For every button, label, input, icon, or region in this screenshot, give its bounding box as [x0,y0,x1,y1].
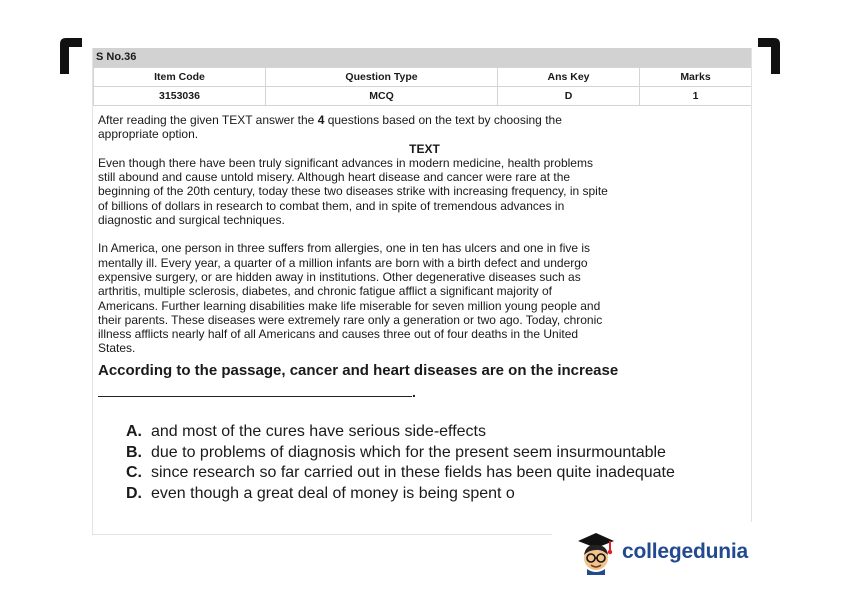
header-marks: Marks [640,68,752,87]
meta-header-row [94,68,752,87]
header-question-type: Question Type [266,68,498,87]
crop-corner-top-right [758,38,780,74]
value-ans-key: D [498,87,640,106]
question-stem: According to the passage, cancer and heart diseases are on the increase [98,361,619,379]
meta-value-row [94,87,752,106]
option-b[interactable] [126,443,751,464]
crop-corner-top-left [60,38,82,74]
option-text: since research so far carried out in these fields has been quite inadequate [151,464,675,482]
option-letter: B. [126,443,142,461]
option-letter: C. [126,464,142,482]
option-text: due to problems of diagnosis which for the present seem insurmountable [151,443,666,461]
value-item-code: 3153036 [94,87,266,106]
option-letter: A. [126,423,142,441]
question-content [93,106,751,504]
option-text: and most of the cures have serious side-effects [151,423,486,441]
serial-number: S No.36 [93,48,751,67]
answer-options [126,422,751,504]
passage-paragraph-1: Even though there have been truly significant advances in modern medicine, health problems still abound and cause untold misery. Although heart disease and cancer were rare at the beginning of the 20th century, today these two diseases strike with increasing frequency, in spite of billions of dollars in research to combat them, and in spite of tremendous advances in diagnostic and surgical techniques. [98,155,608,228]
option-c[interactable] [126,463,751,484]
question-card [92,48,752,535]
passage-paragraph-2: In America, one person in three suffers from allergies, one in ten has ulcers and one in five is mentally ill. Every year, a quarter of a million infants are born with a birth defect and undergo expensive surgery, or are hidden away in institutions. Other degenerative diseases such as arthritis, multiple sclerosis, diabetes, and chronic fatigue afflict a significant majority of Americans. Further learning disabilities make life miserable for seven million young people and their parents. These diseases were extremely rare only a generation or two ago. Today, chronic illness afflicts nearly half of all Americans and causes three out of four deaths in the United States. [98,241,603,356]
instruction-before: After reading the given TEXT answer the [98,113,318,127]
collegedunia-logo [552,522,757,582]
option-a[interactable] [126,422,751,443]
instruction-text [98,113,608,142]
header-item-code: Item Code [94,68,266,87]
brand-name: collegedunia [622,540,748,563]
header-ans-key: Ans Key [498,68,640,87]
graduate-mascot-icon [576,529,616,575]
value-question-type: MCQ [266,87,498,106]
answer-blank [98,378,751,400]
instruction-after: questions based on the text by choosing the appropriate option. [98,113,562,142]
instruction-count: 4 [317,113,325,127]
option-d[interactable] [126,484,751,505]
question-end: . [412,384,416,401]
option-letter: D. [126,484,142,502]
text-heading: TEXT [409,141,440,156]
question-meta-table [93,67,752,106]
option-text: even though a great deal of money is being spent o [151,484,515,502]
blank-line [98,382,412,397]
value-marks: 1 [640,87,752,106]
